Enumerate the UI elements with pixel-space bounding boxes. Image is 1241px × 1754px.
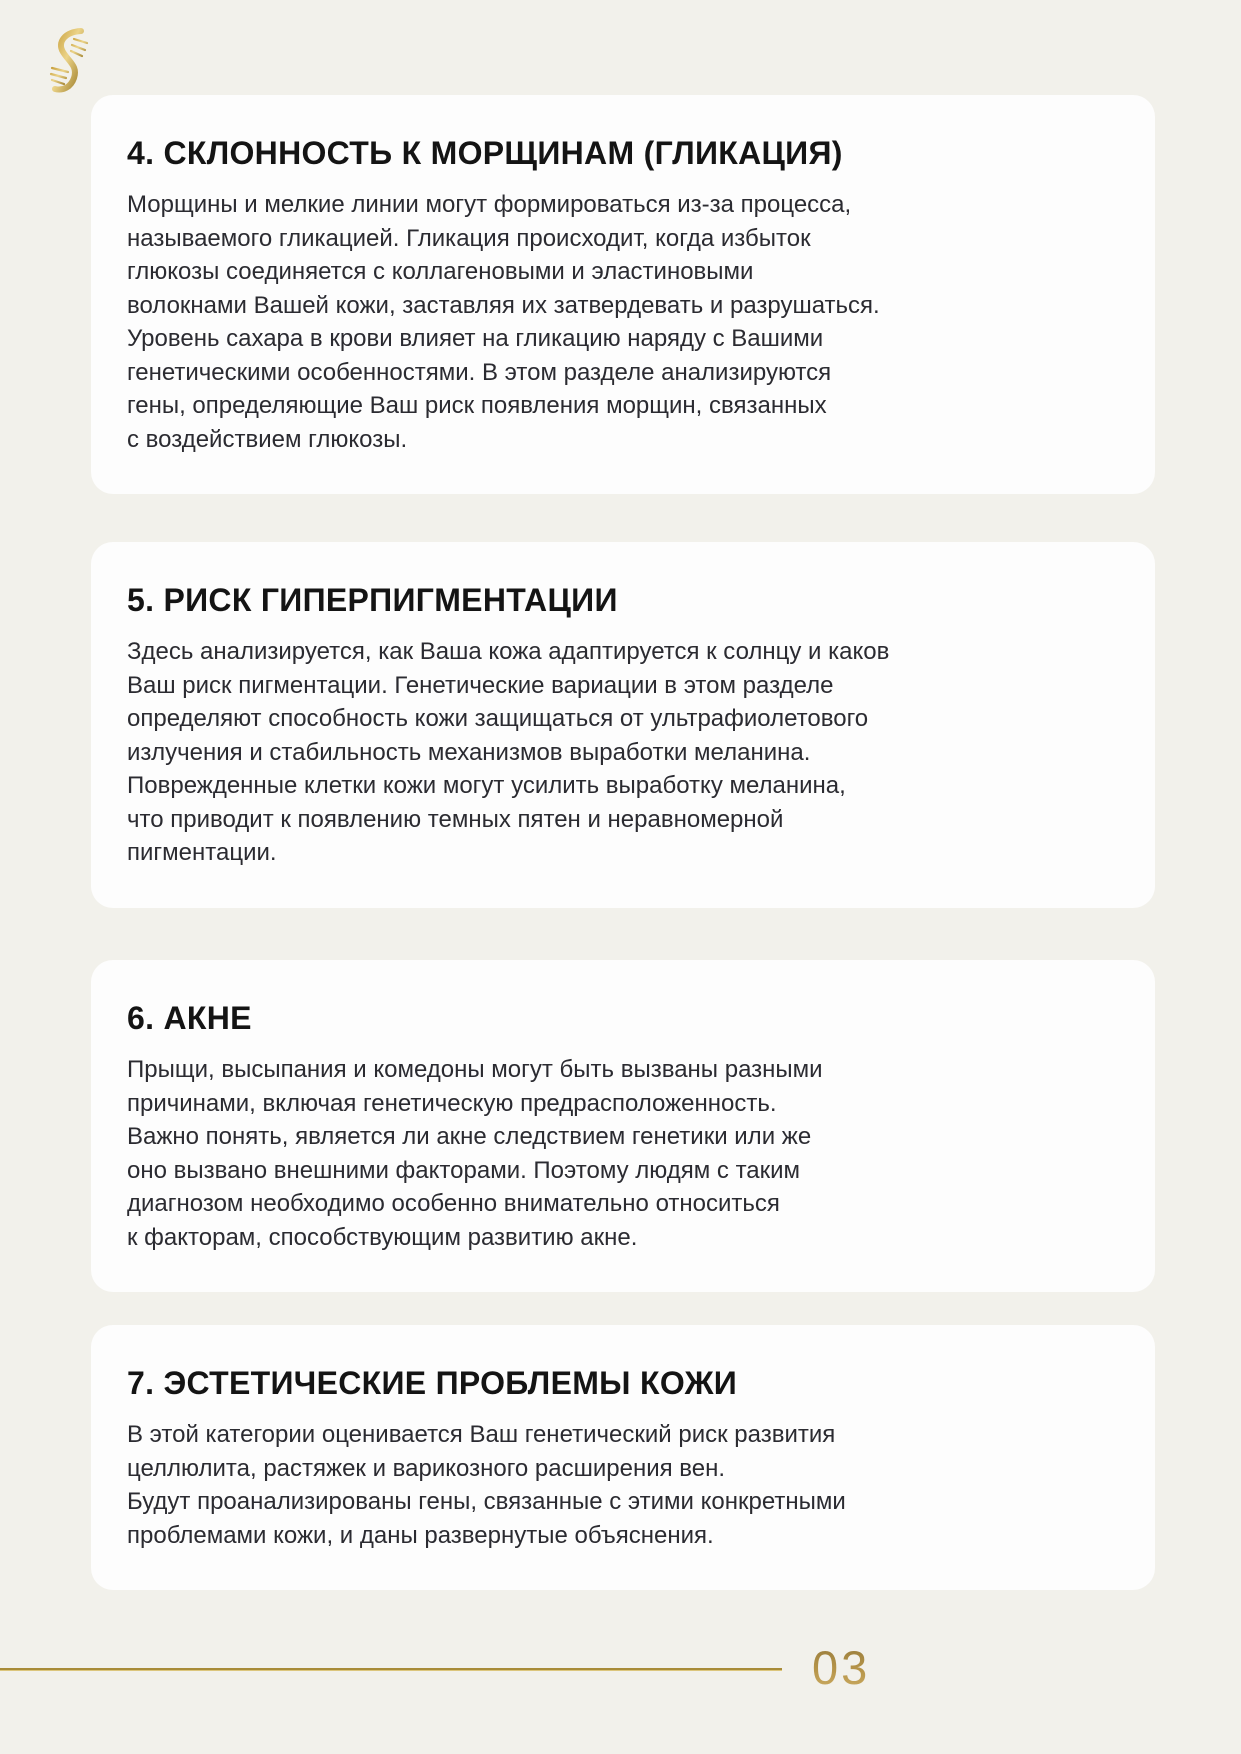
section-body: В этой категории оценивается Ваш генетический риск развития целлюлита, растяжек и варикозного расширения вен. Будут проанализированы гены, связанные с этими конкретными проблемами кожи, и даны развернутые объяснения. [127,1421,846,1549]
section-body: Здесь анализируется, как Ваша кожа адаптируется к солнцу и каков Ваш риск пигментации. Генетические вариации в этом разделе определяют способность кожи защищаться от ультрафиолетового излучения и стабильность механизмов выработки меланина. Поврежденные клетки кожи могут усилить выработку меланина, что приводит к появлению темных пятен и неравномерной пигментации. [127,638,890,866]
section-title: 6. АКНЕ [127,1000,252,1036]
footer-divider-line [0,1668,782,1671]
section-card-hyperpigmentation-risk [91,542,1155,908]
section-card-wrinkles-glycation [91,95,1155,494]
page-number: 03 [812,1641,871,1694]
section-card-acne [91,960,1155,1292]
section-body: Прыщи, высыпания и комедоны могут быть вызваны разными причинами, включая генетическую предрасположенность. Важно понять, является ли акне следствием генетики или же оно вызвано внешними факторами. Поэтому людям с таким диагнозом необходимо особенно внимательно относиться к факторам, способствующим развитию акне. [127,1056,823,1251]
section-title: 7. ЭСТЕТИЧЕСКИЕ ПРОБЛЕМЫ КОЖИ [127,1365,738,1401]
section-card-aesthetic-skin-problems [91,1325,1155,1590]
gold-dna-helix-icon [44,26,96,96]
section-title: 4. СКЛОННОСТЬ К МОРЩИНАМ (ГЛИКАЦИЯ) [127,135,843,171]
section-title: 5. РИСК ГИПЕРПИГМЕНТАЦИИ [127,582,618,618]
section-body: Морщины и мелкие линии могут формироваться из-за процесса, называемого гликацией. Гликация происходит, когда избыток глюкозы соединяется с коллагеновыми и эластиновыми волокнами Вашей кожи, заставляя их затвердевать и разрушаться. Уровень сахара в крови влияет на гликацию наряду с Вашими генетическими особенностями. В этом разделе анализируются гены, определяющие Ваш риск появления морщин, связанных с воздействием глюкозы. [127,191,880,453]
